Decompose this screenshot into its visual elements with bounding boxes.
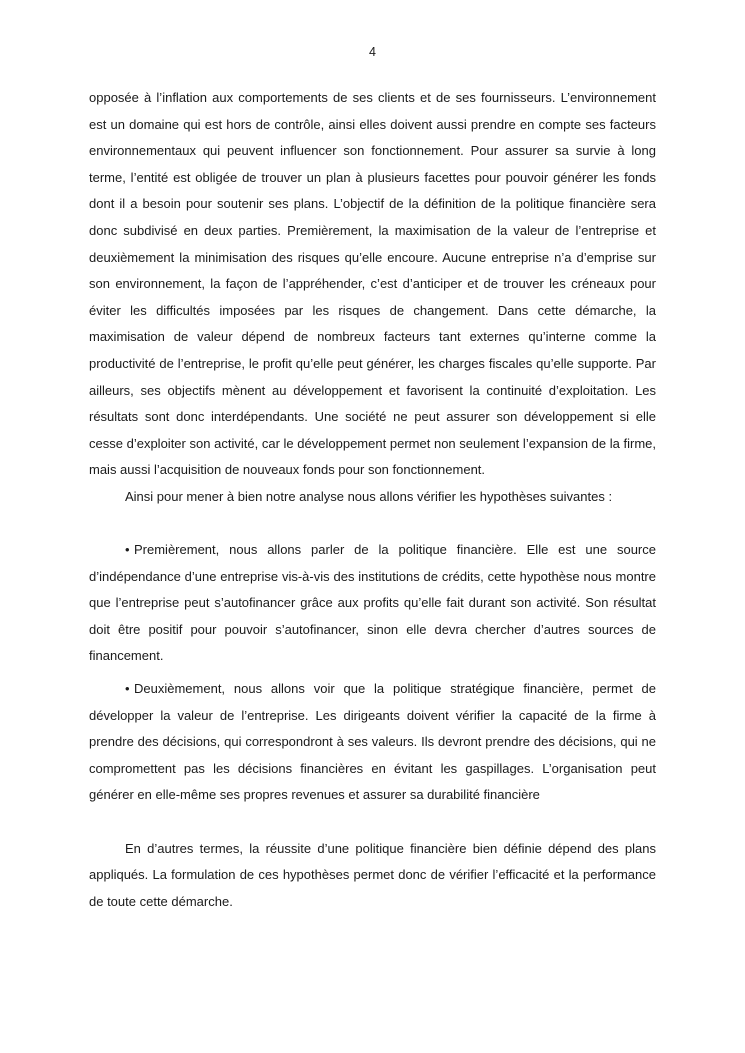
- blank-line: [89, 809, 656, 836]
- bullet-icon: •: [125, 542, 130, 558]
- paragraph-environment: opposée à l’inflation aux comportements de ses clients et de ses fournisseurs. L’environnement est un domaine qui est hors de contrôle, ainsi elles doivent aussi prendre en compte ses facteurs environnementaux qui peuvent influencer son fonctionnement. Pour assurer sa survie à long terme, l’entité est obligée de trouver un plan à plusieurs facettes pour pouvoir générer les fonds dont il a besoin pour soutenir ses plans. L’objectif de la définition de la politique financière sera donc subdivisé en deux parties. Premièrement, la maximisation de la valeur de l’entreprise et deuxièmement la minimisation des risques qu’elle encoure. Aucune entreprise n’a d’emprise sur son environnement, la façon de l’appréhender, c’est d’anticiper et de trouver les créneaux pour éviter les difficultés imposées par les risques de changement. Dans cette démarche, la maximisation de valeur dépend de nombreux facteurs tant externes qu’interne comme la productivité de l’entreprise, le profit qu’elle peut générer, les charges fiscales qu’elle supporte. Par ailleurs, ses objectifs mènent au développement et favorisent la continuité d’exploitation. Les résultats sont donc interdépendants. Une société ne peut assurer son développement si elle cesse d’exploiter son activité, car le développement permet non seulement l’expansion de la firme, mais aussi l’acquisition de nouveaux fonds pour son fonctionnement.: [89, 90, 656, 478]
- bullet-item-first-hypothesis: [89, 537, 656, 670]
- paragraph-hypotheses-intro: Ainsi pour mener à bien notre analyse nous allons vérifier les hypothèses suivantes :: [125, 488, 613, 504]
- bullet-text: Deuxièmement, nous allons voir que la politique stratégique financière, permet de développer la valeur de l’entreprise. Les dirigeants doivent vérifier la capacité de la firme à prendre des décisions, qui correspondront à ses valeurs. Ils devront prendre des décisions, qui ne compromettent pas les décisions financières en évitant les gaspillages. L’organisation peut générer en elle-même ses propres revenues et assurer sa durabilité financière: [89, 681, 656, 803]
- bullet-icon: •: [125, 681, 130, 697]
- bullet-text: Premièrement, nous allons parler de la politique financière. Elle est une source d’indépendance d’une entreprise vis-à-vis des institutions de crédits, cette hypothèse nous montre que l’entreprise peut s’autofinancer grâce aux profits qu’elle fait durant son activité. Son résultat doit être positif pour pouvoir s’autofinancer, sinon elle devra chercher d’autres sources de financement.: [89, 542, 656, 664]
- paragraph-conclusion: En d’autres termes, la réussite d’une politique financière bien définie dépend des plans appliqués. La formulation de ces hypothèses permet donc de vérifier l’efficacité et la performance de toute cette démarche.: [89, 840, 656, 909]
- blank-line: [89, 511, 656, 538]
- page-body: [89, 85, 656, 915]
- page-number: 4: [369, 45, 376, 59]
- bullet-item-second-hypothesis: [89, 676, 656, 809]
